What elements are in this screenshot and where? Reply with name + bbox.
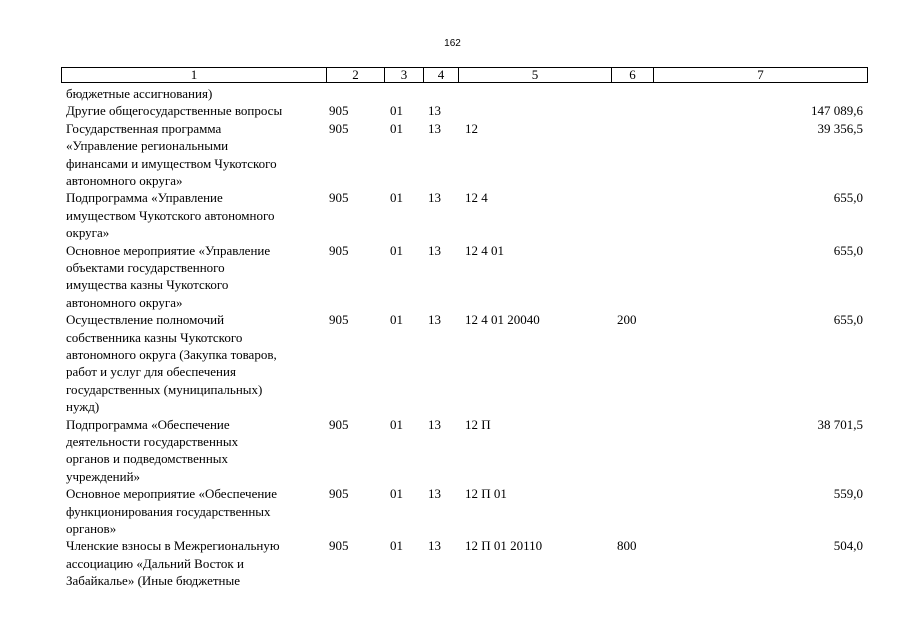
description-line: Членские взносы в Межрегиональную xyxy=(66,538,280,554)
col-section: 01 xyxy=(390,103,403,119)
description-line: автономного округа (Закупка товаров, xyxy=(66,347,277,362)
col-amount: 655,0 xyxy=(833,190,863,206)
col-amount: 504,0 xyxy=(833,538,863,554)
row-description xyxy=(66,537,321,589)
col-section: 01 xyxy=(390,120,403,136)
col-expense-type: 800 xyxy=(617,538,637,554)
description-line: учреждений» xyxy=(66,468,141,484)
col-expense-type: 200 xyxy=(617,312,637,328)
description-line: работ и услуг для обеспечения xyxy=(66,364,236,380)
col-gr-code: 905 xyxy=(329,190,349,206)
col-subsection: 13 xyxy=(428,190,441,206)
col-target-item: 12 П 01 20110 xyxy=(465,538,543,554)
row-description xyxy=(66,485,321,537)
description-line: Государственная программа xyxy=(66,120,222,136)
description-line: имущества казны Чукотского xyxy=(66,277,229,293)
col-gr-code: 905 xyxy=(329,242,349,258)
description-line: Забайкалье» (Иные бюджетные xyxy=(66,573,240,589)
row-description xyxy=(66,242,321,312)
col-target-item: 12 4 xyxy=(465,190,488,206)
col-target-item: 12 П 01 xyxy=(465,486,507,502)
row-description xyxy=(66,311,321,415)
description-line: Основное мероприятие «Управление xyxy=(66,242,271,258)
description-line: органов» xyxy=(66,521,117,536)
col-subsection: 13 xyxy=(428,120,441,136)
col-subsection: 13 xyxy=(428,242,441,258)
col-target-item: 12 4 01 xyxy=(465,242,504,258)
col-subsection: 13 xyxy=(428,416,441,432)
table-header xyxy=(61,67,868,83)
description-line: Другие общегосударственные вопросы xyxy=(66,103,283,119)
description-line: органов и подведомственных xyxy=(66,451,229,467)
description-line: ассоциацию «Дальний Восток и xyxy=(66,555,244,571)
description-line: «Управление региональными xyxy=(66,138,229,154)
header-col-3: 3 xyxy=(384,68,423,82)
description-line: имуществом Чукотского автономного xyxy=(66,207,275,223)
header-col-5: 5 xyxy=(458,68,611,82)
description-line: автономного округа» xyxy=(66,173,183,189)
col-target-item: 12 П xyxy=(465,416,491,432)
header-col-2: 2 xyxy=(326,68,384,82)
col-amount: 559,0 xyxy=(833,486,863,502)
row-description xyxy=(66,102,321,119)
col-gr-code: 905 xyxy=(329,486,349,502)
col-amount: 655,0 xyxy=(833,312,863,328)
col-amount: 147 089,6 xyxy=(811,103,863,119)
col-amount: 38 701,5 xyxy=(817,416,863,432)
header-col-4: 4 xyxy=(423,68,458,82)
col-section: 01 xyxy=(390,416,403,432)
description-line: объектами государственного xyxy=(66,260,225,275)
header-col-6: 6 xyxy=(611,68,653,82)
col-section: 01 xyxy=(390,242,403,258)
col-section: 01 xyxy=(390,190,403,206)
description-line: функционирования государственных xyxy=(66,503,271,519)
description-line: государственных (муниципальных) xyxy=(66,381,263,397)
col-section: 01 xyxy=(390,312,403,328)
description-line: округа» xyxy=(66,225,110,241)
col-target-item: 12 xyxy=(465,120,478,136)
header-col-7: 7 xyxy=(653,68,867,82)
col-subsection: 13 xyxy=(428,538,441,554)
row-description xyxy=(66,85,321,102)
description-line: деятельности государственных xyxy=(66,434,239,449)
description-line: Основное мероприятие «Обеспечение xyxy=(66,486,278,502)
col-gr-code: 905 xyxy=(329,120,349,136)
col-subsection: 13 xyxy=(428,103,441,119)
col-amount: 655,0 xyxy=(833,242,863,258)
col-section: 01 xyxy=(390,486,403,502)
col-gr-code: 905 xyxy=(329,103,349,119)
col-amount: 39 356,5 xyxy=(817,120,863,136)
row-description xyxy=(66,416,321,486)
page-number: 162 xyxy=(444,38,461,49)
table-body xyxy=(0,85,905,595)
description-line: Подпрограмма «Управление xyxy=(66,190,223,206)
description-line: нужд) xyxy=(66,399,100,415)
col-target-item: 12 4 01 20040 xyxy=(465,312,540,328)
description-line: финансами и имуществом Чукотского xyxy=(66,155,277,171)
col-gr-code: 905 xyxy=(329,416,349,432)
description-line: Осуществление полномочий xyxy=(66,312,225,328)
row-description xyxy=(66,189,321,241)
col-subsection: 13 xyxy=(428,486,441,502)
description-line: автономного округа» xyxy=(66,294,183,310)
description-line: бюджетные ассигнования) xyxy=(66,86,213,101)
description-line: Подпрограмма «Обеспечение xyxy=(66,416,230,432)
description-line: собственника казны Чукотского xyxy=(66,329,243,345)
col-section: 01 xyxy=(390,538,403,554)
col-subsection: 13 xyxy=(428,312,441,328)
col-gr-code: 905 xyxy=(329,538,349,554)
row-description xyxy=(66,120,321,190)
col-gr-code: 905 xyxy=(329,312,349,328)
header-col-1: 1 xyxy=(190,67,198,82)
